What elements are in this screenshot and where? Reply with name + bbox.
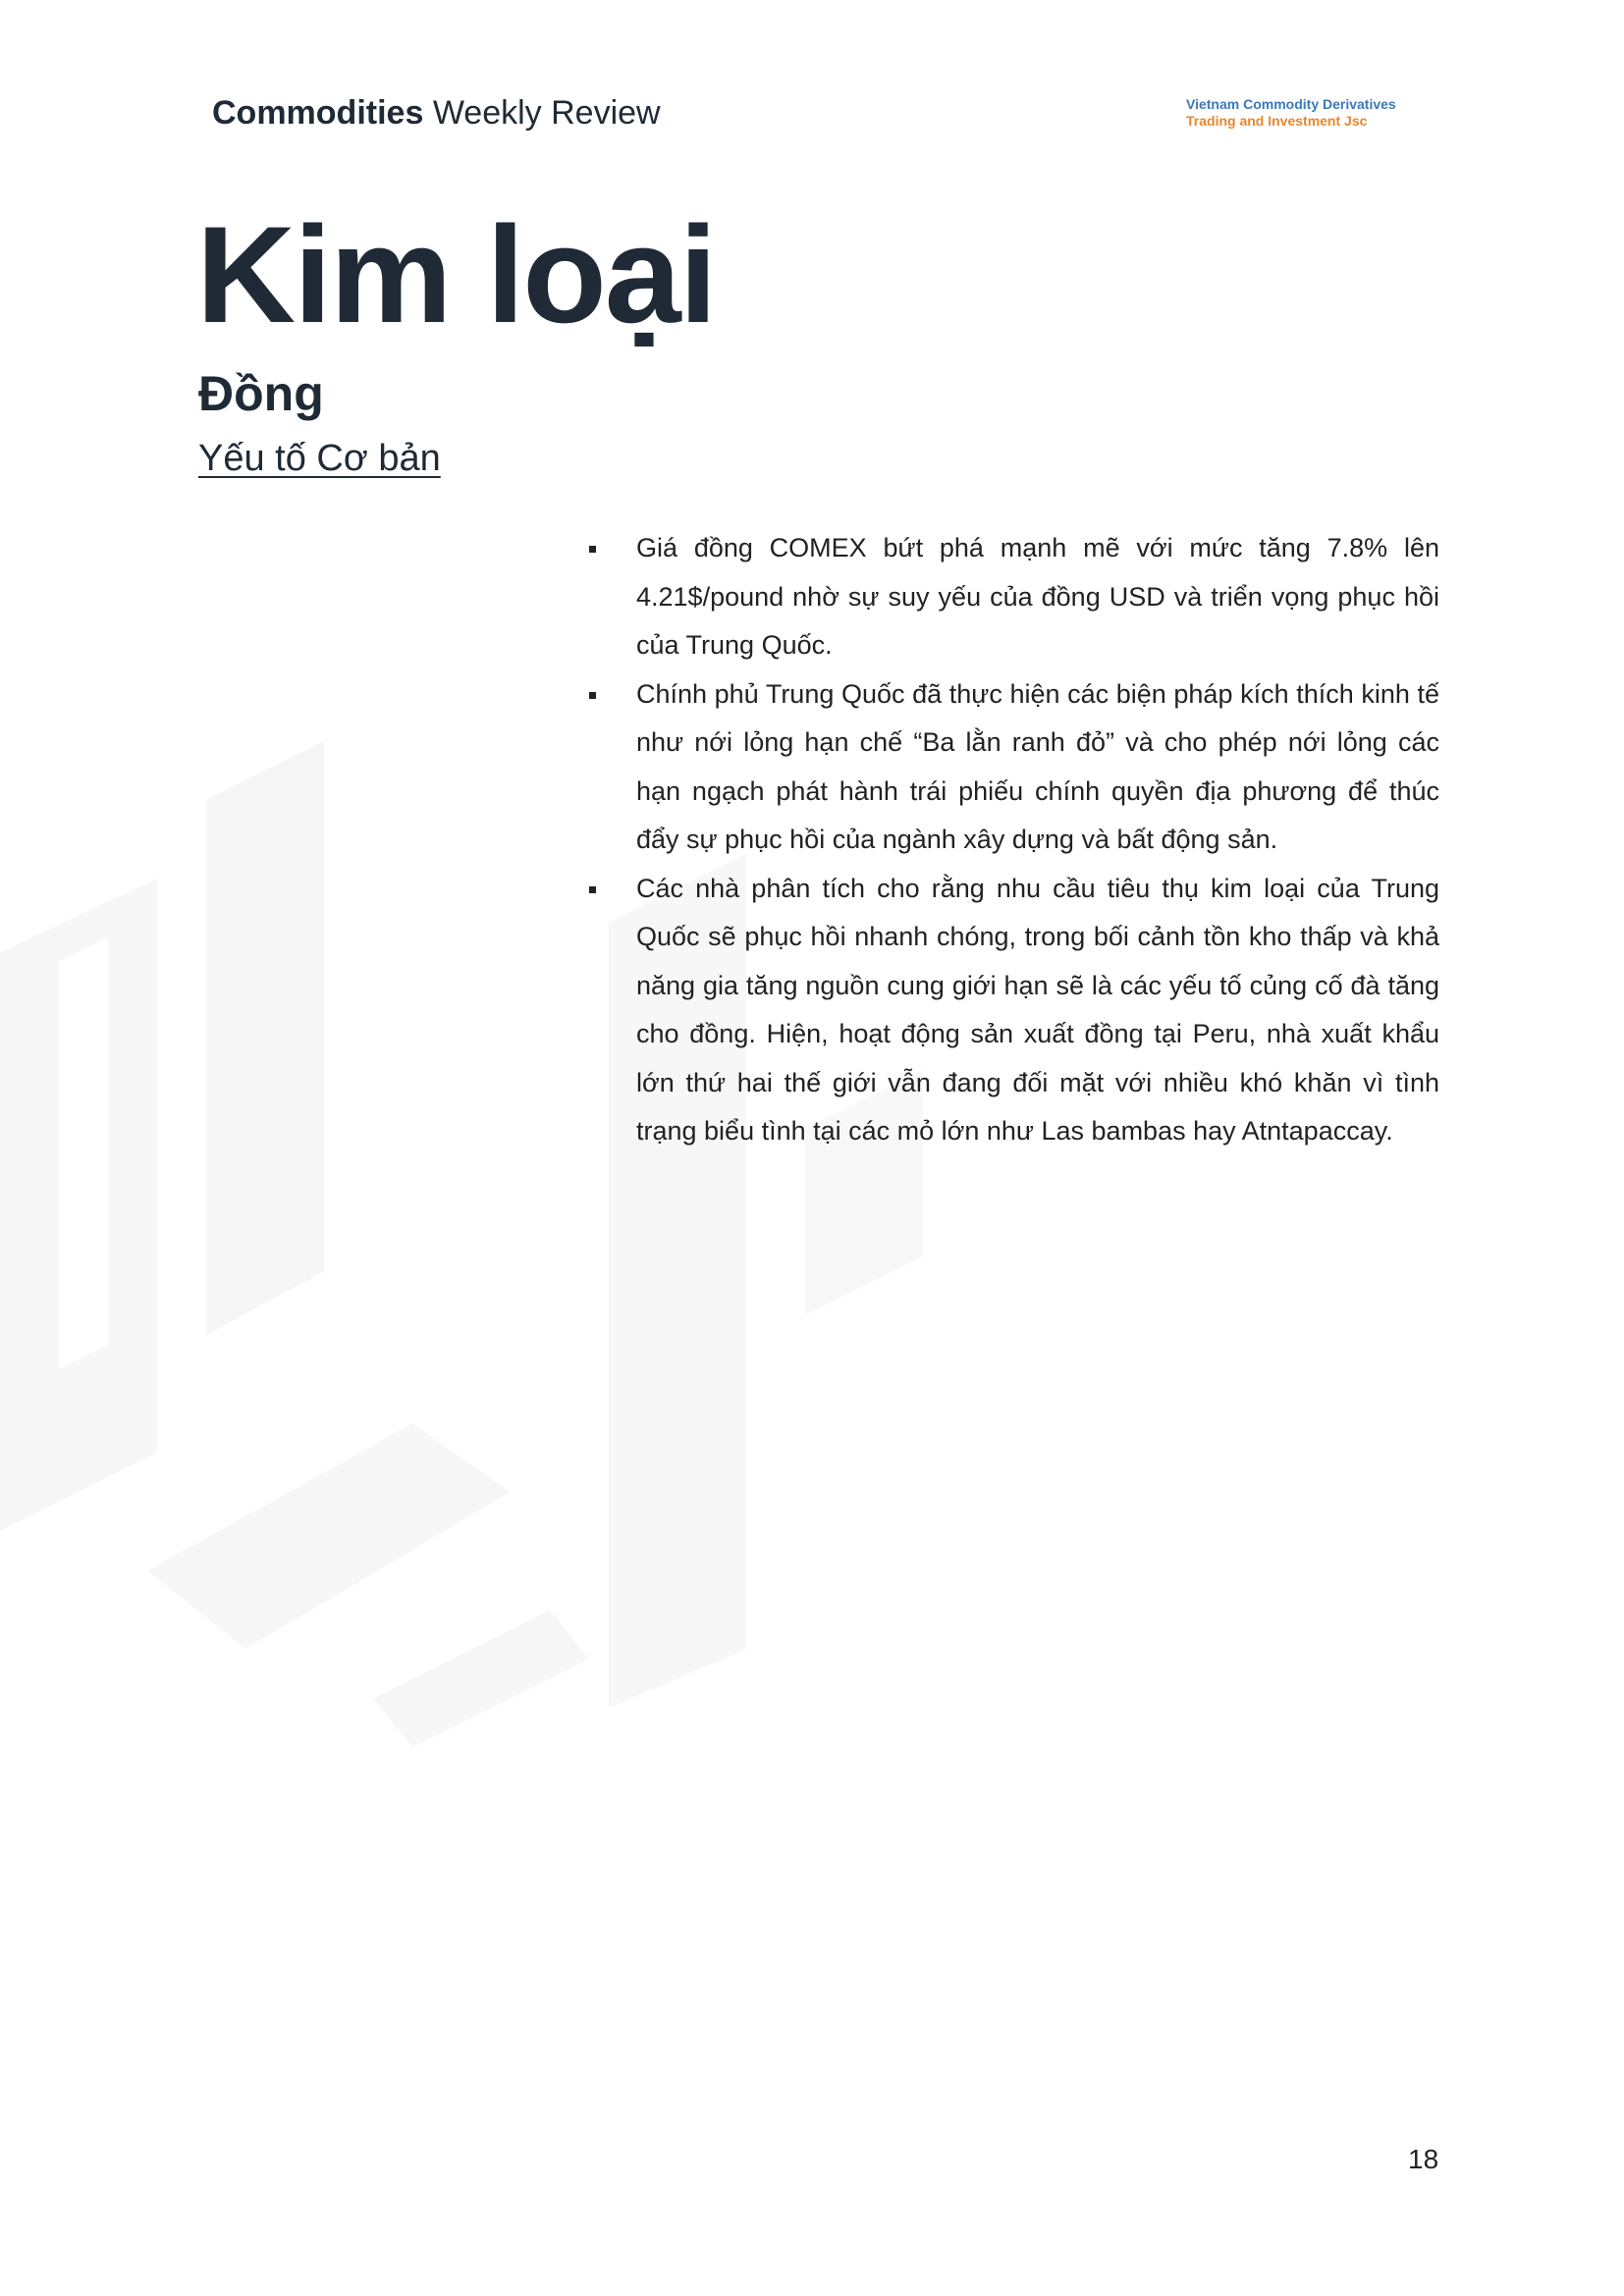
header-title-light: Weekly Review bbox=[432, 94, 661, 132]
bullet-item bbox=[583, 524, 1439, 670]
bullet-item bbox=[583, 670, 1439, 865]
bullet-marker-icon bbox=[589, 546, 596, 553]
bullet-marker-icon bbox=[589, 886, 596, 893]
bullet-list bbox=[583, 524, 1439, 1156]
page-subtitle: Đồng bbox=[198, 366, 324, 421]
logo-line-1: Vietnam Commodity Derivatives bbox=[1186, 96, 1396, 112]
bullet-text: Chính phủ Trung Quốc đã thực hiện các biện pháp kích thích kinh tế như nới lỏng hạn chế “Ba lằn ranh đỏ” và cho phép nới lỏng các hạn ngạch phát hành trái phiếu chính quyền địa phương để thúc đẩy sự phục hồi của ngành xây dựng và bất động sản. bbox=[636, 678, 1439, 854]
bullet-item bbox=[583, 865, 1439, 1156]
page-title: Kim loại bbox=[196, 197, 716, 351]
company-logo bbox=[1186, 96, 1396, 130]
bullet-text: Các nhà phân tích cho rằng nhu cầu tiêu thụ kim loại của Trung Quốc sẽ phục hồi nhanh chóng, trong bối cảnh tồn kho thấp và khả năng gia tăng nguồn cung giới hạn sẽ là các yếu tố củng cố đà tăng cho đồng. Hiện, hoạt động sản xuất đồng tại Peru, nhà xuất khẩu lớn thứ hai thế giới vẫn đang đối mặt với nhiều khó khăn vì tình trạng biểu tình tại các mỏ lớn như Las bambas hay Atntapaccay. bbox=[636, 873, 1439, 1146]
bullet-marker-icon bbox=[589, 692, 596, 699]
report-header bbox=[212, 94, 661, 133]
section-heading: Yếu tố Cơ bản bbox=[198, 438, 441, 479]
logo-line-2: Trading and Investment Jsc bbox=[1186, 113, 1368, 129]
page-number: 18 bbox=[1408, 2144, 1439, 2174]
bullet-text: Giá đồng COMEX bứt phá mạnh mẽ với mức tăng 7.8% lên 4.21$/pound nhờ sự suy yếu của đồng USD và triển vọng phục hồi của Trung Quốc. bbox=[636, 533, 1439, 660]
header-title-bold: Commodities bbox=[212, 94, 424, 132]
